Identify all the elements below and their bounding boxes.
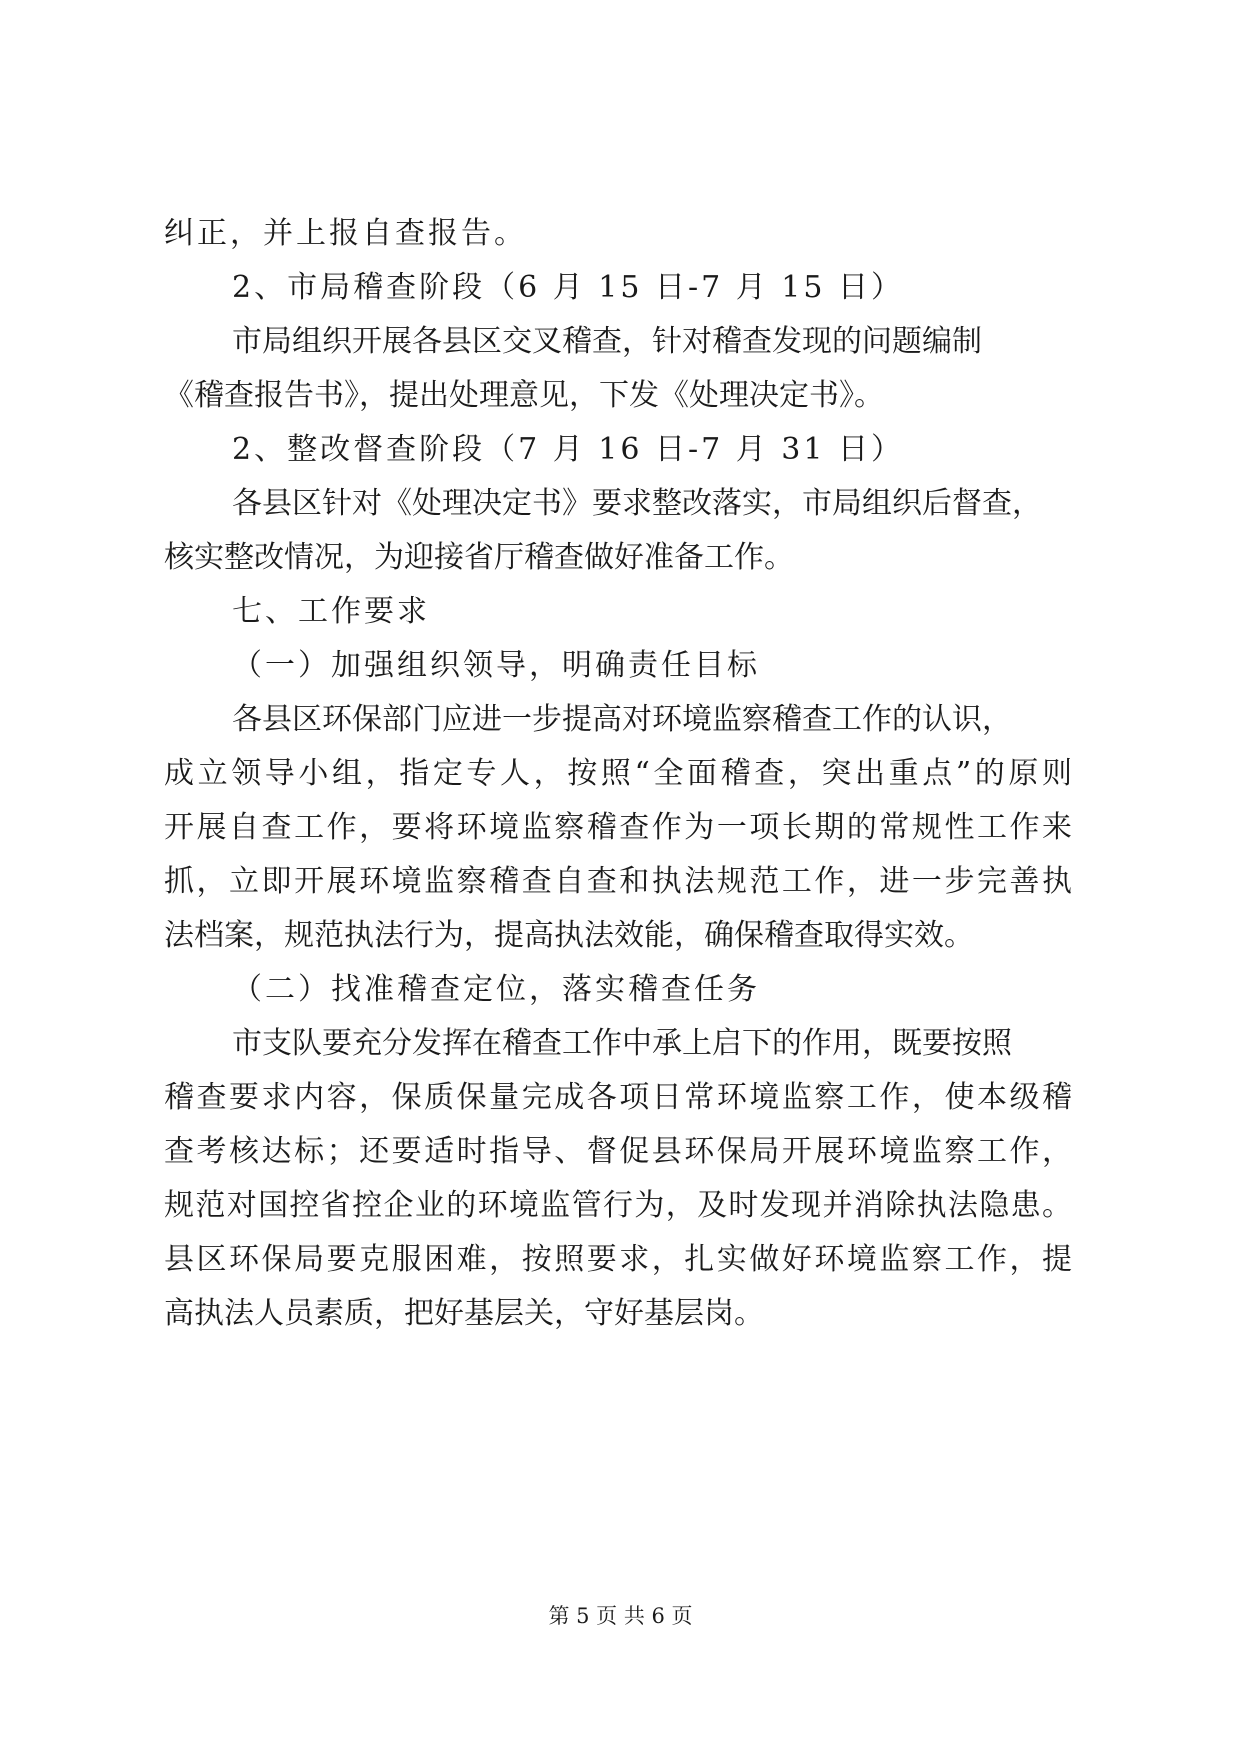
text-line: 各县区环保部门应进一步提高对环境监察稽查工作的认识， (232, 702, 1012, 737)
text-line: 核实整改情况，为迎接省厅稽查做好准备工作。 (164, 540, 794, 575)
text-line: 县区环保局要克服困难，按照要求，扎实做好环境监察工作，提 (164, 1242, 1072, 1277)
text-line: 纠正，并上报自查报告。 (164, 216, 527, 251)
section-heading: 七、工作要求 (232, 594, 430, 629)
text-line: 各县区针对《处理决定书》要求整改落实，市局组织后督查， (232, 486, 1042, 521)
text-line: 市支队要充分发挥在稽查工作中承上启下的作用，既要按照 (232, 1026, 1012, 1061)
text-line: 稽查要求内容，保质保量完成各项日常环境监察工作，使本级稽 (164, 1080, 1072, 1115)
page-number-footer: 第 5 页 共 6 页 (548, 1604, 693, 1628)
text-line: 高执法人员素质，把好基层关，守好基层岗。 (164, 1296, 764, 1331)
section-heading: 2、市局稽查阶段（6 月 15 日-7 月 15 日） (232, 270, 904, 305)
subsection-heading: （一）加强组织领导，明确责任目标 (232, 648, 760, 683)
text-line: 抓，立即开展环境监察稽查自查和执法规范工作，进一步完善执 (164, 864, 1072, 899)
text-line: 规范对国控省控企业的环境监管行为，及时发现并消除执法隐患。 (164, 1188, 1072, 1223)
subsection-heading: （二）找准稽查定位，落实稽查任务 (232, 972, 760, 1007)
text-line: 开展自查工作，要将环境监察稽查作为一项长期的常规性工作来 (164, 810, 1072, 845)
section-heading: 2、整改督查阶段（7 月 16 日-7 月 31 日） (232, 432, 904, 467)
text-line: 法档案，规范执法行为，提高执法效能，确保稽查取得实效。 (164, 918, 974, 953)
text-line: 查考核达标；还要适时指导、督促县环保局开展环境监察工作， (164, 1134, 1072, 1169)
text-line: 《稽查报告书》，提出处理意见，下发《处理决定书》。 (164, 378, 884, 413)
text-line: 市局组织开展各县区交叉稽查，针对稽查发现的问题编制 (232, 324, 982, 359)
text-line: 成立领导小组，指定专人，按照“全面稽查，突出重点”的原则 (164, 756, 1072, 791)
